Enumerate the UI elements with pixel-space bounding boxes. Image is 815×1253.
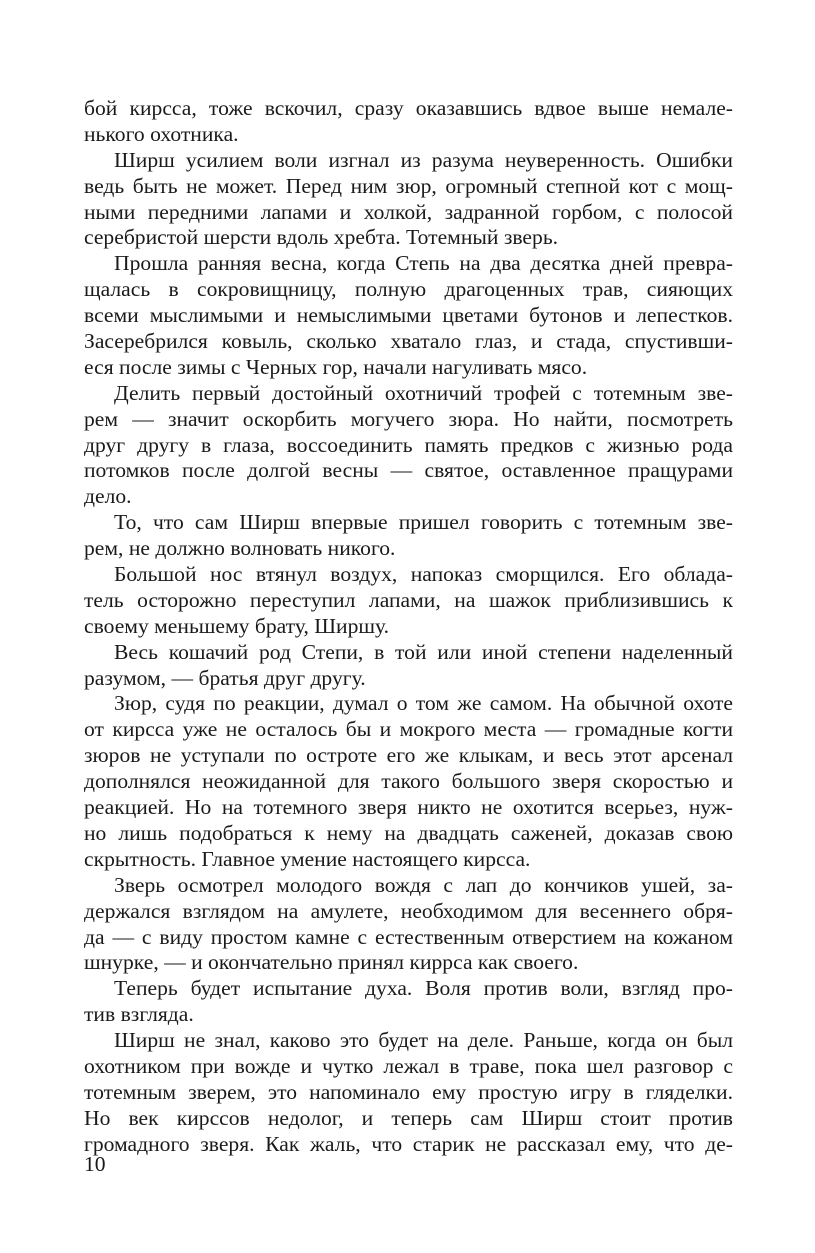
text-line: Большой нос втянул воздух, напоказ сморщился. Его облада- [114, 562, 733, 587]
text-line: реакцией. Но на тотемного зверя никто не охотится всерьез, нуж- [84, 795, 733, 820]
text-line: еся после зимы с Черных гор, начали нагуливать мясо. [84, 354, 588, 379]
text-line: Ширш не знал, каково это будет на деле. Раньше, когда он был [114, 1028, 733, 1053]
text-line: шнурке, — и окончательно принял киррса как своего. [84, 950, 579, 975]
paragraph [84, 640, 733, 692]
text-line: дополнялся неожиданной для такого большого зверя скоростью и [84, 769, 733, 794]
paragraph [84, 1028, 733, 1157]
paragraph [84, 562, 733, 640]
text-line: Делить первый достойный охотничий трофей с тотемным зве- [114, 380, 733, 405]
paragraph [84, 873, 733, 977]
text-line: всеми мыслимыми и немыслимыми цветами бутонов и лепестков. [84, 303, 733, 328]
text-line: да — с виду простом камне с естественным отверстием на кожаном [84, 924, 733, 949]
text-line: Зверь осмотрел молодого вождя с лап до кончиков ушей, за- [114, 872, 733, 897]
text-line: громадного зверя. Как жаль, что старик не рассказал ему, что де- [84, 1131, 733, 1156]
paragraph [84, 691, 733, 872]
paragraph [84, 251, 733, 380]
text-line: ведь быть не может. Перед ним зюр, огромный степной кот с мощ- [84, 173, 733, 198]
text-line: от кирсса уже не осталось бы и мокрого места — громадные когти [84, 717, 733, 742]
text-line: ными передними лапами и холкой, задранной горбом, с полосой [84, 199, 733, 224]
text-line: своему меньшему брату, Ширшу. [84, 613, 390, 638]
paragraph [84, 148, 733, 252]
text-line: Весь кошачий род Степи, в той или иной степени наделенный [114, 639, 733, 664]
text-line: друг другу в глаза, воссоединить память предков с жизнью рода [84, 432, 733, 457]
text-line: Теперь будет испытание духа. Воля против воли, взгляд про- [114, 976, 733, 1001]
paragraph [84, 96, 733, 148]
text-line: охотником при вожде и чутко лежал в траве, пока шел разговор с [84, 1053, 733, 1078]
page-body [84, 96, 733, 1158]
text-line: рем, не должно волновать никого. [84, 536, 396, 561]
text-line: Зюр, судя по реакции, думал о том же самом. На обычной охоте [114, 691, 733, 716]
page-number: 10 [84, 1152, 106, 1176]
text-line: рем — значит оскорбить могучего зюра. Но найти, посмотреть [84, 406, 733, 431]
text-line: Прошла ранняя весна, когда Степь на два десятка дней превра- [114, 251, 733, 276]
paragraph [84, 381, 733, 510]
text-line: тель осторожно переступил лапами, на шажок приблизившись к [84, 587, 733, 612]
text-line: щалась в сокровищницу, полную драгоценных трав, сияющих [84, 277, 733, 302]
paragraph [84, 510, 733, 562]
text-line: бой кирсса, тоже вскочил, сразу оказавшись вдвое выше немале- [84, 96, 733, 120]
text-line: Ширш усилием воли изгнал из разума неуверенность. Ошибки [114, 147, 733, 172]
text-line: разумом, — братья друг другу. [84, 665, 366, 690]
paragraph [84, 976, 733, 1028]
text-line: потомков после долгой весны — святое, оставленное пращурами [84, 458, 733, 483]
text-line: тив взгляда. [84, 1002, 194, 1027]
text-line: дело. [84, 484, 132, 509]
text-line: Засеребрился ковыль, сколько хватало глаз, и стада, спустивши- [84, 329, 733, 354]
text-line: нького охотника. [84, 121, 239, 146]
text-line: зюров не уступали по остроте его же клыкам, и весь этот арсенал [84, 743, 733, 768]
text-line: но лишь подобраться к нему на двадцать саженей, доказав свою [84, 820, 733, 845]
text-line: серебристой шерсти вдоль хребта. Тотемный зверь. [84, 225, 559, 250]
text-line: То, что сам Ширш впервые пришел говорить с тотемным зве- [114, 510, 733, 535]
text-line: скрытность. Главное умение настоящего кирсса. [84, 846, 531, 871]
text-line: тотемным зверем, это напоминало ему простую игру в гляделки. [84, 1079, 733, 1104]
text-line: держался взглядом на амулете, необходимом для весеннего обря- [84, 898, 733, 923]
text-line: Но век кирссов недолог, и теперь сам Ширш стоит против [84, 1105, 733, 1130]
